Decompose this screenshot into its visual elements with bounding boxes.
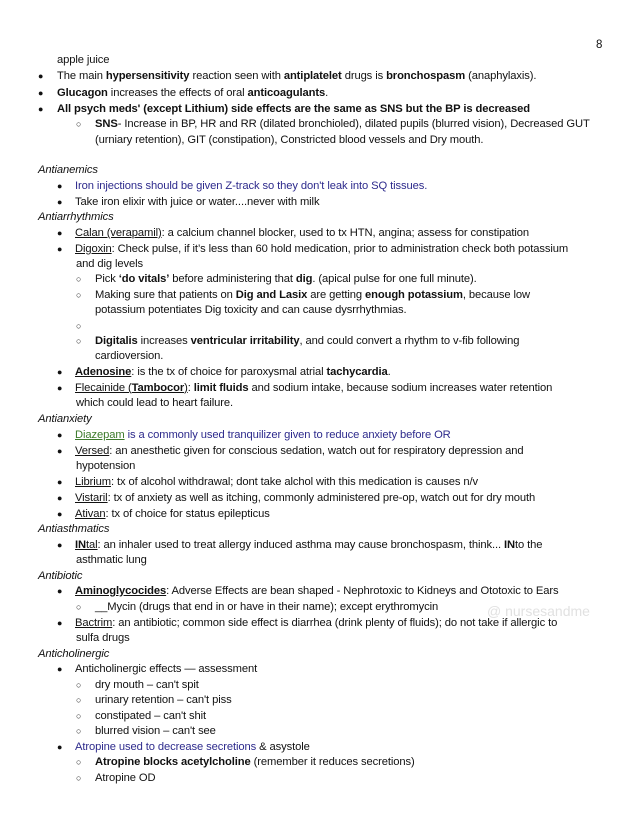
bullet-icon: ●	[57, 493, 63, 503]
circle-bullet-icon: ○	[76, 757, 82, 767]
sub-list-item: ○ __Mycin (drugs that end in or have in their name); except erythromycin	[76, 601, 439, 613]
bullet-icon: ●	[57, 540, 63, 550]
circle-bullet-icon: ○	[76, 695, 82, 705]
bullet-icon: ●	[57, 181, 63, 191]
bullet-icon: ●	[57, 383, 63, 393]
list-item: ● Aminoglycocides: Adverse Effects are bean shaped - Nephrotoxic to Kidneys and Ototoxic to Ears	[57, 585, 559, 597]
bullet-icon: ●	[38, 88, 44, 98]
sub-list-item: ○ SNS- Increase in BP, HR and RR (dilated bronchioled), dilated pupils (blurred vision), Decreased GUT	[76, 118, 590, 130]
circle-bullet-icon: ○	[76, 274, 82, 284]
list-item: ● Flecainide (Tambocor): limit fluids and sodium intake, because sodium increases water retention	[57, 382, 553, 394]
sub-list-item-continuation: cardioversion.	[95, 350, 164, 362]
list-item: ● Anticholinergic effects — assessment	[57, 663, 258, 675]
bullet-icon: ●	[57, 618, 63, 628]
sub-list-item-continuation: potassium potentiates Dig toxicity and can cause dysrrhythmias.	[95, 304, 407, 316]
list-item-continuation: sulfa drugs	[76, 632, 130, 644]
bullet-icon: ●	[57, 742, 63, 752]
bullet-icon: ●	[57, 244, 63, 254]
bullet-icon: ●	[38, 104, 44, 114]
bullet-icon: ●	[57, 430, 63, 440]
section-heading: Anticholinergic	[38, 648, 110, 660]
sub-list-item: ○ dry mouth – can't spit	[76, 679, 199, 691]
list-item: ● Iron injections should be given Z-track so they don't leak into SQ tissues.	[57, 180, 428, 192]
continuation-text: apple juice	[57, 54, 110, 66]
list-item: ● Digoxin: Check pulse, if it’s less than 60 hold medication, prior to administration check both potassium	[57, 243, 569, 255]
bullet-icon: ●	[57, 664, 63, 674]
circle-bullet-icon: ○	[76, 602, 82, 612]
sub-list-item: ○ urinary retention – can't piss	[76, 694, 232, 706]
list-item-continuation: hypotension	[76, 460, 136, 472]
circle-bullet-icon: ○	[76, 726, 82, 736]
list-item: ● Take iron elixir with juice or water....never with milk	[57, 196, 320, 208]
circle-bullet-icon: ○	[76, 680, 82, 690]
section-heading: Antibiotic	[38, 570, 83, 582]
list-item: ● All psych meds' (except Lithium) side effects are the same as SNS but the BP is decreased	[38, 103, 530, 115]
sub-list-item: ○ Atropine blocks acetylcholine (remember it reduces secretions)	[76, 756, 415, 768]
list-item: ● Diazepam is a commonly used tranquilizer given to reduce anxiety before OR	[57, 429, 451, 441]
list-item-continuation: asthmatic lung	[76, 554, 147, 566]
list-item: ● Calan (verapamil): a calcium channel blocker, used to tx HTN, angina; assess for constipation	[57, 227, 529, 239]
sub-list-item: ○ Digitalis increases ventricular irritability, and could convert a rhythm to v-fib following	[76, 335, 520, 347]
sub-list-item-continuation: (urniary retention), GIT (constipation), Constricted blood vessels and Dry mouth.	[95, 134, 484, 146]
section-heading: Antianemics	[38, 164, 98, 176]
bullet-icon: ●	[57, 509, 63, 519]
bullet-icon: ●	[38, 71, 44, 81]
section-heading: Antianxiety	[38, 413, 92, 425]
sub-list-item: ○ constipated – can't shit	[76, 710, 207, 722]
bullet-icon: ●	[57, 228, 63, 238]
bullet-icon: ●	[57, 477, 63, 487]
sub-list-item: ○ Making sure that patients on Dig and Lasix are getting enough potassium, because low	[76, 289, 530, 301]
page-number: 8	[596, 39, 603, 51]
circle-bullet-icon: ○	[76, 336, 82, 346]
bullet-icon: ●	[57, 197, 63, 207]
list-item: ● Ativan: tx of choice for status epilepticus	[57, 508, 270, 520]
list-item: ● Librium: tx of alcohol withdrawal; dont take alchol with this medication is causes n/v	[57, 476, 479, 488]
list-item: ● INtal: an inhaler used to treat allergy induced asthma may cause bronchospasm, think... INto the	[57, 539, 543, 551]
list-item: ● Glucagon increases the effects of oral anticoagulants.	[38, 87, 329, 99]
bullet-icon: ●	[57, 586, 63, 596]
circle-bullet-icon: ○	[76, 321, 82, 331]
circle-bullet-icon: ○	[76, 290, 82, 300]
section-heading: Antiarrhythmics	[38, 211, 114, 223]
circle-bullet-icon: ○	[76, 711, 82, 721]
bullet-icon: ●	[57, 367, 63, 377]
sub-list-item: ○ Pick ‘do vitals’ before administering that dig. (apical pulse for one full minute).	[76, 273, 477, 285]
list-item-continuation: which could lead to heart failure.	[76, 397, 234, 409]
circle-bullet-icon: ○	[76, 119, 82, 129]
list-item: ● Adenosine: is the tx of choice for paroxysmal atrial tachycardia.	[57, 366, 391, 378]
list-item: ● Bactrim: an antibiotic; common side effect is diarrhea (drink plenty of fluids); do not take if allergic to	[57, 617, 558, 629]
sub-list-item: ○ blurred vision – can't see	[76, 725, 216, 737]
list-item: ● Vistaril: tx of anxiety as well as itching, commonly administered pre-op, watch out for dry mouth	[57, 492, 536, 504]
circle-bullet-icon: ○	[76, 773, 82, 783]
list-item-continuation: and dig levels	[76, 258, 144, 270]
section-heading: Antiasthmatics	[38, 523, 110, 535]
bullet-icon: ●	[57, 446, 63, 456]
list-item: ● Atropine used to decrease secretions & asystole	[57, 741, 310, 753]
list-item: ● The main hypersensitivity reaction seen with antiplatelet drugs is bronchospasm (anaphylaxis).	[38, 70, 537, 82]
list-item: ● Versed: an anesthetic given for conscious sedation, watch out for respiratory depression and	[57, 445, 524, 457]
sub-list-item: ○ Atropine OD	[76, 772, 156, 784]
watermark: @ nursesandme	[487, 603, 590, 619]
